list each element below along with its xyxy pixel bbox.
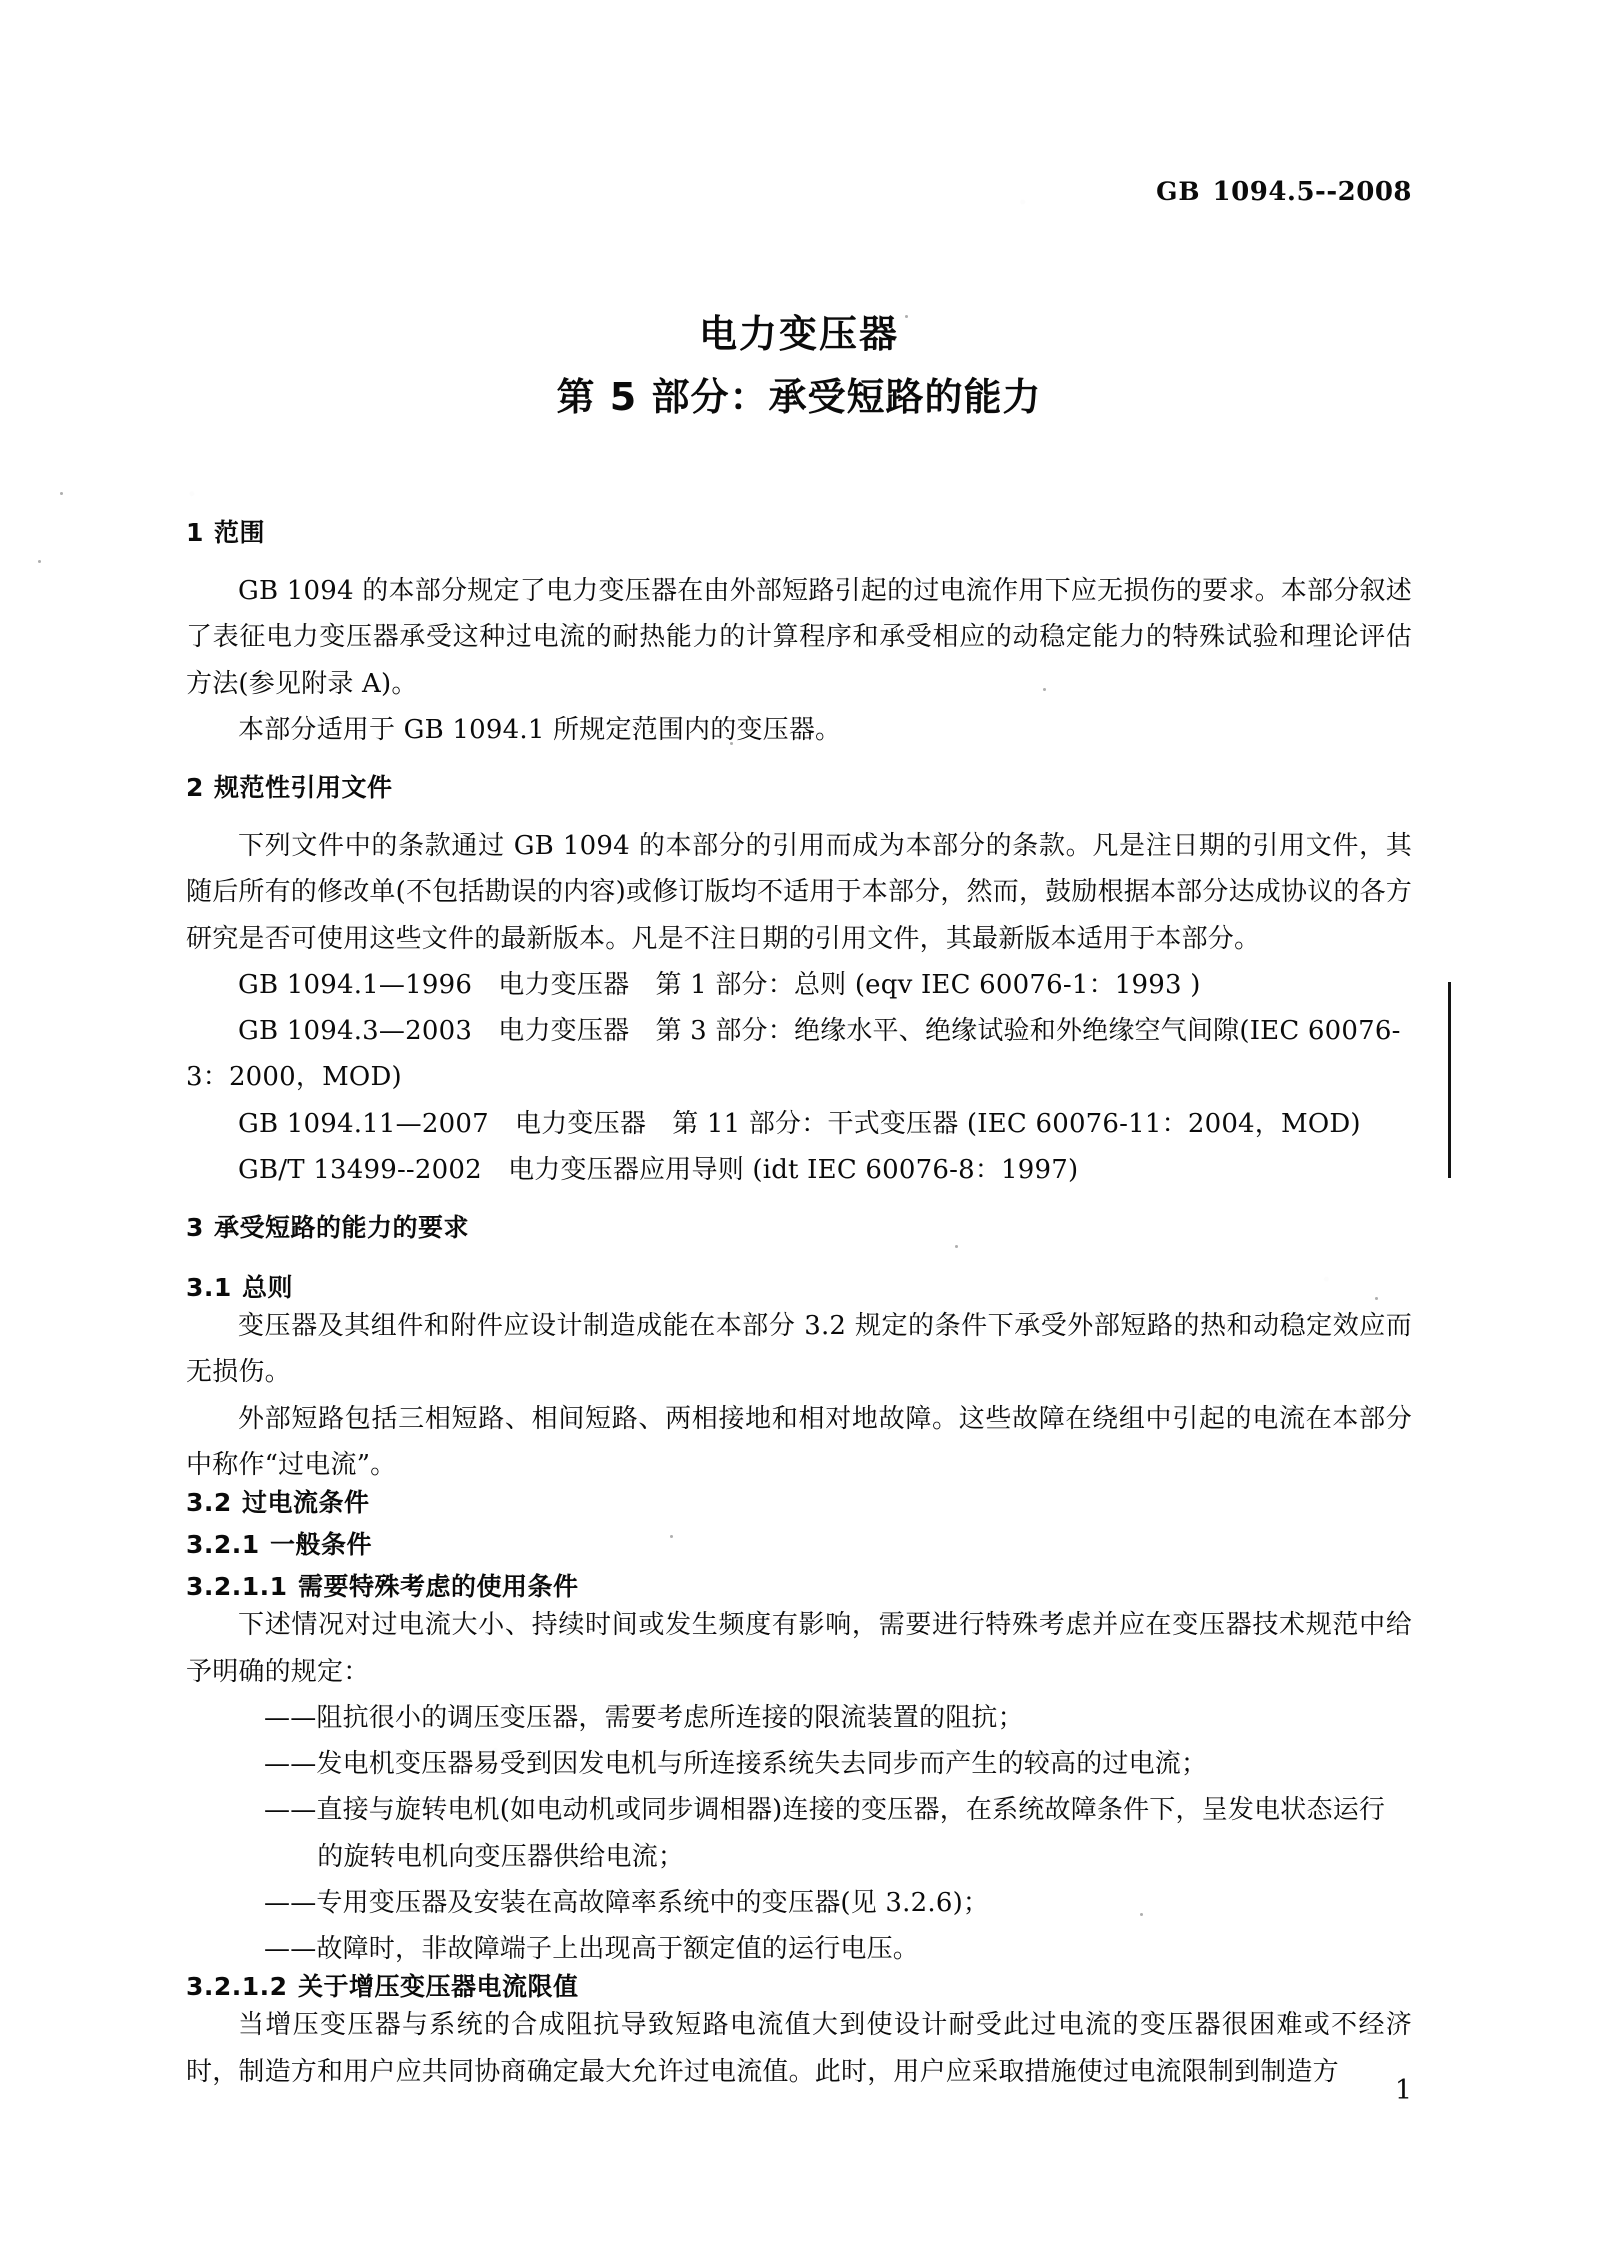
section-number: 3.2 bbox=[186, 1488, 232, 1518]
paragraph: 变压器及其组件和附件应设计制造成能在本部分 3.2 规定的条件下承受外部短路的热和动稳定效应而无损伤。 bbox=[186, 1311, 1412, 1388]
scan-speck bbox=[60, 492, 63, 495]
paragraph: 本部分适用于 GB 1094.1 所规定范围内的变压器。 bbox=[238, 714, 842, 745]
standard-code: GB bbox=[1156, 177, 1201, 206]
reference-item: GB 1094.3—2003 电力变压器 第 3 部分：绝缘水平、绝缘试验和外绝缘空气间隙(IEC 60076-3：2000，MOD) bbox=[186, 1016, 1401, 1093]
section-number: 1 bbox=[186, 518, 204, 547]
scan-speck bbox=[38, 560, 41, 563]
section-title: 过电流条件 bbox=[242, 1488, 370, 1518]
list-item-continuation: 的旋转电机向变压器供给电流； bbox=[317, 1841, 685, 1872]
revision-change-bar bbox=[1448, 982, 1451, 1178]
section-heading-3 bbox=[186, 1213, 1412, 1243]
body-area bbox=[186, 518, 1412, 2095]
page-title: 电力变压器 bbox=[698, 312, 899, 356]
section-title: 关于增压变压器电流限值 bbox=[298, 1972, 579, 2002]
list-item: ——发电机变压器易受到因发电机与所连接系统失去同步而产生的较高的过电流； bbox=[264, 1749, 1208, 1780]
spacer bbox=[186, 1518, 1412, 1530]
section-heading-3-1 bbox=[186, 1273, 1412, 1303]
section-heading-3-2-1-1 bbox=[186, 1572, 1412, 1602]
section-number: 3.2.1 bbox=[186, 1530, 260, 1560]
page-subtitle: 第 5 部分：承受短路的能力 bbox=[556, 375, 1042, 420]
spacer bbox=[186, 1560, 1412, 1572]
list-item: ——专用变压器及安装在高故障率系统中的变压器(见 3.2.6)； bbox=[264, 1887, 990, 1918]
section-heading-3-2-1 bbox=[186, 1530, 1412, 1560]
list-item: ——阻抗很小的调压变压器，需要考虑所连接的限流装置的阻抗； bbox=[264, 1702, 1024, 1733]
list-item bbox=[186, 1787, 1412, 1880]
paragraph: 下述情况对过电流大小、持续时间或发生频度有影响，需要进行特殊考虑并应在变压器技术规范中给予明确的规定： bbox=[186, 1610, 1412, 1687]
spacer bbox=[186, 548, 1412, 568]
section-title: 承受短路的能力的要求 bbox=[214, 1213, 470, 1243]
reference-item: GB 1094.11—2007 电力变压器 第 11 部分：干式变压器 (IEC 60076-11：2004，MOD) bbox=[238, 1108, 1361, 1139]
section-number: 3.2.1.1 bbox=[186, 1572, 288, 1602]
spacer bbox=[186, 803, 1412, 823]
section-title: 需要特殊考虑的使用条件 bbox=[298, 1572, 579, 1602]
standard-number: 1094.5--2008 bbox=[1212, 177, 1412, 207]
section-heading-3-2-1-2 bbox=[186, 1972, 1412, 2002]
section-title: 总则 bbox=[242, 1273, 294, 1303]
section-title: 一般条件 bbox=[270, 1530, 373, 1560]
spacer bbox=[186, 1193, 1412, 1213]
paragraph: 外部短路包括三相短路、相间短路、两相接地和相对地故障。这些故障在绕组中引起的电流在本部分中称作“过电流”。 bbox=[186, 1403, 1412, 1480]
paragraph: GB 1094 的本部分规定了电力变压器在由外部短路引起的过电流作用下应无损伤的要求。本部分叙述了表征电力变压器承受这种过电流的耐热能力的计算程序和承受相应的动稳定能力的特殊试验和理论评估方法(参见附录 A)。 bbox=[186, 576, 1412, 699]
section-heading-2 bbox=[186, 773, 1412, 803]
page-number: 1 bbox=[1394, 2075, 1412, 2106]
section-heading-3-2 bbox=[186, 1488, 1412, 1518]
spacer bbox=[186, 753, 1412, 773]
section-number: 3.1 bbox=[186, 1273, 232, 1303]
section-heading-1 bbox=[186, 518, 1412, 548]
section-number: 3.2.1.2 bbox=[186, 1972, 288, 2002]
spacer bbox=[186, 1243, 1412, 1273]
reference-item: GB/T 13499--2002 电力变压器应用导则 (idt IEC 60076-8：1997) bbox=[238, 1154, 1079, 1185]
section-title: 规范性引用文件 bbox=[214, 773, 393, 803]
paragraph: 下列文件中的条款通过 GB 1094 的本部分的引用而成为本部分的条款。凡是注日期的引用文件，其随后所有的修改单(不包括勘误的内容)或修订版均不适用于本部分，然而，鼓励根据本部分达成协议的各方研究是否可使用这些文件的最新版本。凡是不注日期的引用文件，其最新版本适用于本部分。 bbox=[186, 831, 1412, 954]
title-block bbox=[186, 309, 1412, 424]
paragraph: 当增压变压器与系统的合成阻抗导致短路电流值大到使设计耐受此过电流的变压器很困难或不经济时，制造方和用户应共同协商确定最大允许过电流值。此时，用户应采取措施使过电流限制到制造方 bbox=[186, 2010, 1412, 2087]
list-item: ——故障时，非故障端子上出现高于额定值的运行电压。 bbox=[264, 1934, 920, 1965]
section-title: 范围 bbox=[214, 518, 266, 547]
running-header bbox=[1156, 177, 1412, 207]
reference-item: GB 1094.1—1996 电力变压器 第 1 部分：总则 (eqv IEC 60076-1：1993 ) bbox=[238, 969, 1201, 1000]
list-item-text: ——直接与旋转电机(如电动机或同步调相器)连接的变压器，在系统故障条件下，呈发电状态运行 bbox=[264, 1795, 1386, 1826]
section-number: 2 bbox=[186, 773, 204, 803]
section-number: 3 bbox=[186, 1213, 204, 1243]
